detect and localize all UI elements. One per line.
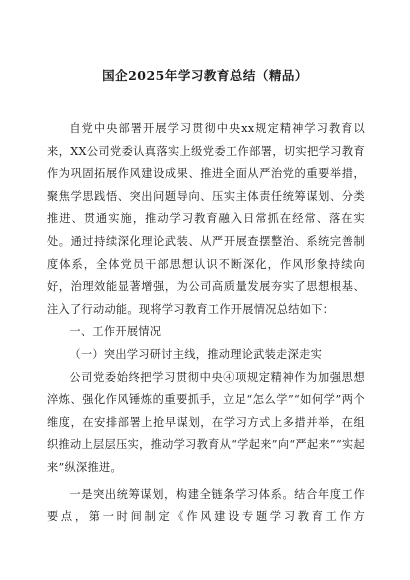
document-title: 国企2025年学习教育总结（精品） — [102, 68, 308, 83]
body-paragraph: 一是突出统筹谋划，构建全链条学习体系。结合年度工作要点，第一时间制定《作风建设专题学习教育工作方 — [47, 487, 365, 524]
section-heading: 一、工作开展情况 — [69, 325, 162, 339]
subsection-heading: （一）突出学习研讨主线，推动理论武装走深走实 — [69, 347, 323, 361]
body-paragraph: 公司党委始终把学习贯彻中央④项规定精神作为加强思想淬炼、强化作风锤炼的重要抓手，立足“怎么学”“如何学”两个维度，在安排部署上抢早谋划，在学习方式上多措并举，在组织推动上层层压实，推动学习教育从“学起来”向“严起来”“实起来”纵深推进。 — [47, 370, 365, 474]
document-body — [47, 118, 365, 529]
intro-paragraph: 自党中央部署开展学习贯彻中央xx规定精神学习教育以来，XX公司党委认真落实上级党委工作部署，切实把学习教育作为巩固拓展作风建设成果、推进全面从严治党的重要举措，聚焦学思践悟、突出问题导向、压实主体责任统筹谋划、分类推进、贯通实施，推动学习教育融入日常抓在经常、落在实处。通过持续深化理论武装、从严开展查摆整治、系统完善制度体系，全体党员干部思想认识不断深化，作风形象持续向好，治理效能显著增强，为公司高质量发展夯实了思想根基、注入了行动动能。现将学习教育工作开展情况总结如下： — [47, 122, 365, 316]
